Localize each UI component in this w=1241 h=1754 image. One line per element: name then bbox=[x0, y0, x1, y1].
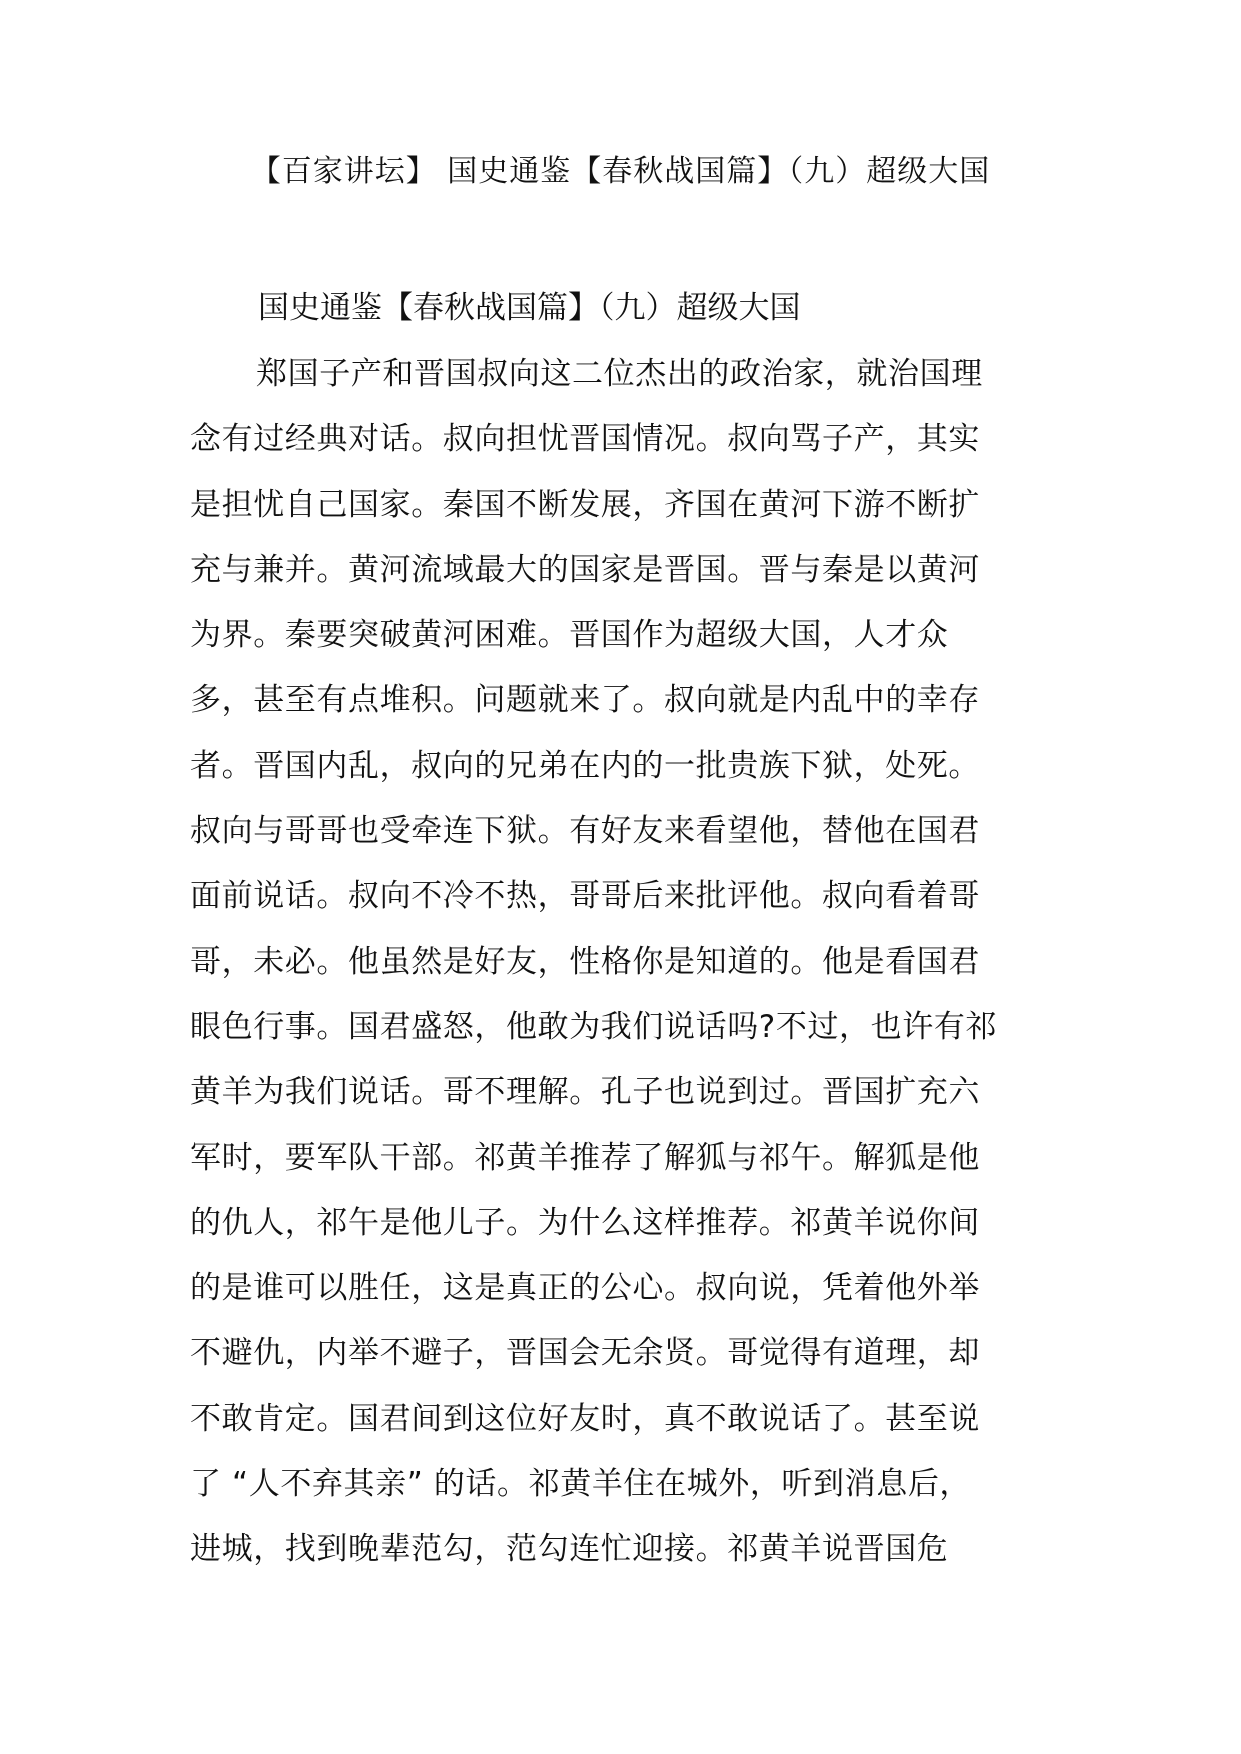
body-line: 的仇人，祁午是他儿子。为什么这样推荐。祁黄羊说你间 bbox=[190, 1204, 980, 1241]
body-line: 者。晋国内乱，叔向的兄弟在内的一批贵族下狱，处死。 bbox=[190, 747, 980, 784]
body-line: 郑国子产和晋国叔向这二位杰出的政治家，就治国理 bbox=[256, 356, 983, 392]
body-line: 了 “人不弃其亲” 的话。祁黄羊住在城外，听到消息后， bbox=[190, 1466, 972, 1503]
body-line: 是担忧自己国家。秦国不断发展，齐国在黄河下游不断扩 bbox=[190, 486, 980, 523]
body-line: 不敢肯定。国君间到这位好友时，真不敢说话了。甚至说 bbox=[190, 1400, 980, 1437]
body-line: 面前说话。叔向不冷不热，哥哥后来批评他。叔向看着哥 bbox=[190, 878, 980, 915]
body-line: 进城，找到晚辈范勾，范勾连忙迎接。祁黄羊说晋国危 bbox=[190, 1531, 949, 1568]
body-line: 不避仇，内举不避子，晋国会无余贤。哥觉得有道理，却 bbox=[190, 1335, 980, 1372]
body-line: 充与兼并。黄河流域最大的国家是晋国。晋与秦是以黄河 bbox=[190, 551, 980, 588]
body-line: 叔向与哥哥也受牵连下狱。有好友来看望他，替他在国君 bbox=[190, 813, 980, 850]
body-line: 黄羊为我们说话。哥不理解。孔子也说到过。晋国扩充六 bbox=[190, 1074, 980, 1111]
body-line: 哥，未必。他虽然是好友，性格你是知道的。他是看国君 bbox=[190, 943, 980, 980]
article-body bbox=[190, 352, 1040, 1593]
body-line: 多，甚至有点堆积。问题就来了。叔向就是内乱中的幸存 bbox=[190, 682, 980, 719]
article-subtitle: 国史通鉴【春秋战国篇】（九）超级大国 bbox=[258, 290, 801, 326]
body-line: 念有过经典对话。叔向担忧晋国情况。叔向骂子产，其实 bbox=[190, 421, 980, 458]
body-line: 军时，要军队干部。祁黄羊推荐了解狐与祁午。解狐是他 bbox=[190, 1139, 980, 1176]
body-line: 眼色行事。国君盛怒，他敢为我们说话吗?不过，也许有祁 bbox=[190, 1008, 998, 1045]
body-line: 的是谁可以胜任，这是真正的公心。叔向说，凭着他外举 bbox=[190, 1270, 980, 1307]
body-line: 为界。秦要突破黄河困难。晋国作为超级大国，人才众 bbox=[190, 617, 949, 654]
document-title: 【百家讲坛】 国史通鉴【春秋战国篇】（九）超级大国 bbox=[250, 154, 991, 189]
